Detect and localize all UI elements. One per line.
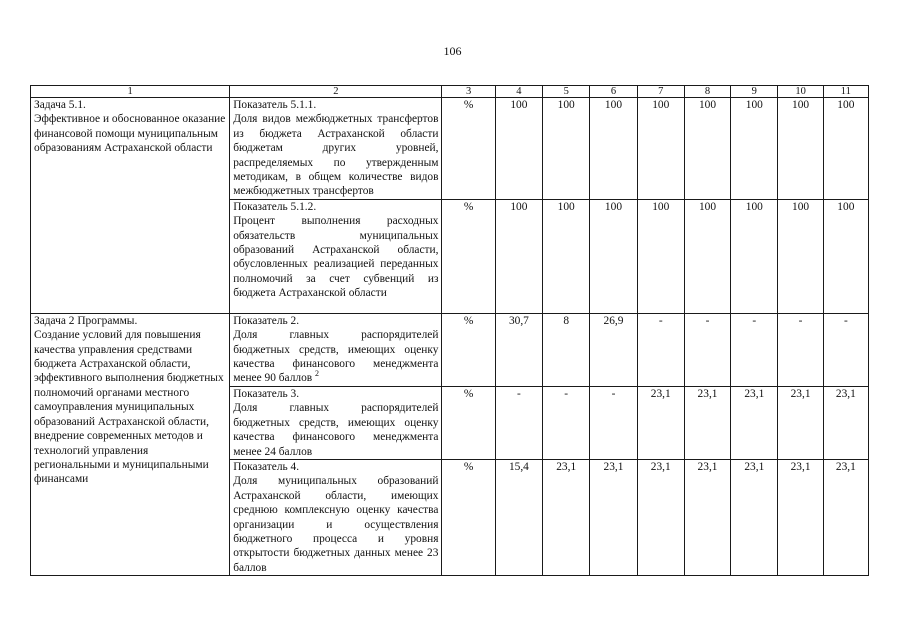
value-cell: 23,1 [684,459,730,575]
value-cell: 100 [495,98,542,200]
value-cell: - [637,313,684,386]
value-cell: 100 [778,98,823,200]
column-header: 10 [778,86,823,98]
value-cell: 23,1 [684,386,730,459]
value-cell: - [590,386,637,459]
value-cell: 23,1 [637,386,684,459]
indicator-text-body: Доля главных распорядителей бюджетных средств, имеющих оценку качества финансового менеджмента менее 90 баллов [233,329,439,385]
table-row [31,313,869,386]
value-cell: 30,7 [495,313,542,386]
task-cell [31,98,230,314]
column-header: 4 [495,86,542,98]
value-cell: - [731,313,778,386]
indicator-cell [230,313,442,386]
indicator-text: Доля главных распорядителей бюджетных средств, имеющих оценку качества финансового менеджмента менее 24 баллов [233,402,439,458]
column-header: 1 [31,86,230,98]
column-header: 5 [543,86,590,98]
indicator-text: Процент выполнения расходных обязательств муниципальных образований Астраханской области, обусловленных реализацией переданных полномочий за счет субвенций из бюджета Астраханской области [233,215,439,300]
page-number: 106 [443,44,462,58]
value-cell: 23,1 [778,459,823,575]
value-cell: 100 [684,199,730,313]
footnote-mark: 2 [315,369,319,379]
value-cell: 23,1 [543,459,590,575]
value-cell: 100 [637,98,684,200]
indicator-text [233,328,438,386]
indicator-text: Доля видов межбюджетных трансфертов из бюджета Астраханской области бюджетам других уровней, распределяемых по утвержденным методикам, в общем количестве видов межбюджетных трансфертов [233,113,439,198]
column-header: 3 [442,86,495,98]
indicator-title: Показатель 5.1.1. [233,99,317,111]
value-cell: 100 [590,199,637,313]
unit-cell: % [442,98,495,200]
value-cell: 100 [823,98,868,200]
task-text: Задача 5.1. Эффективное и обоснованное оказание финансовой помощи муниципальным образованиям Астраханской области [34,99,226,155]
value-cell: 100 [778,199,823,313]
indicator-title: Показатель 2. [233,314,300,327]
column-header: 8 [684,86,730,98]
value-cell: 100 [731,98,778,200]
value-cell: 23,1 [590,459,637,575]
column-header: 2 [230,86,442,98]
value-cell: 8 [543,313,590,386]
indicator-text: Доля муниципальных образований Астраханской области, имеющих среднюю комплексную оценку качества организации и осуществления бюджетного процесса и уровня открытости бюджетных данных менее 23 баллов [233,475,439,574]
value-cell: 100 [684,98,730,200]
value-cell: - [823,313,868,386]
value-cell: 100 [731,199,778,313]
value-cell: 15,4 [495,459,542,575]
column-header: 11 [823,86,868,98]
value-cell: 100 [637,199,684,313]
indicator-cell [230,386,442,459]
value-cell: 100 [590,98,637,200]
column-header: 9 [731,86,778,98]
value-cell: 23,1 [823,386,868,459]
value-cell: 100 [543,98,590,200]
value-cell: 100 [543,199,590,313]
value-cell: - [543,386,590,459]
value-cell: 23,1 [778,386,823,459]
indicator-title: Показатель 4. [233,460,300,473]
value-cell: - [684,313,730,386]
indicators-table [30,85,869,576]
column-header: 7 [637,86,684,98]
column-header: 6 [590,86,637,98]
unit-cell: % [442,459,495,575]
indicator-title: Показатель 3. [233,387,300,400]
value-cell: 100 [823,199,868,313]
unit-cell: % [442,313,495,386]
value-cell: 23,1 [637,459,684,575]
task-text: Задача 2 Программы. Создание условий для повышения качества управления средствами бюджета Астраханской области, эффективного выполнения бюджетных полномочий органами местного самоуправления муниципальных образований Астраханской области, внедрение современных методов и технологий управления региональными и муниципальными финансами [34,314,224,486]
indicator-cell [230,199,442,313]
task-cell [31,313,230,575]
unit-cell: % [442,386,495,459]
value-cell: - [778,313,823,386]
indicator-cell [230,98,442,200]
indicator-title: Показатель 5.1.2. [233,200,317,213]
value-cell: 26,9 [590,313,637,386]
value-cell: 23,1 [823,459,868,575]
indicator-cell [230,459,442,575]
value-cell: 23,1 [731,459,778,575]
table-header-row [31,86,869,98]
value-cell: 100 [495,199,542,313]
value-cell: - [495,386,542,459]
value-cell: 23,1 [731,386,778,459]
table-row [31,98,869,200]
unit-cell: % [442,199,495,313]
